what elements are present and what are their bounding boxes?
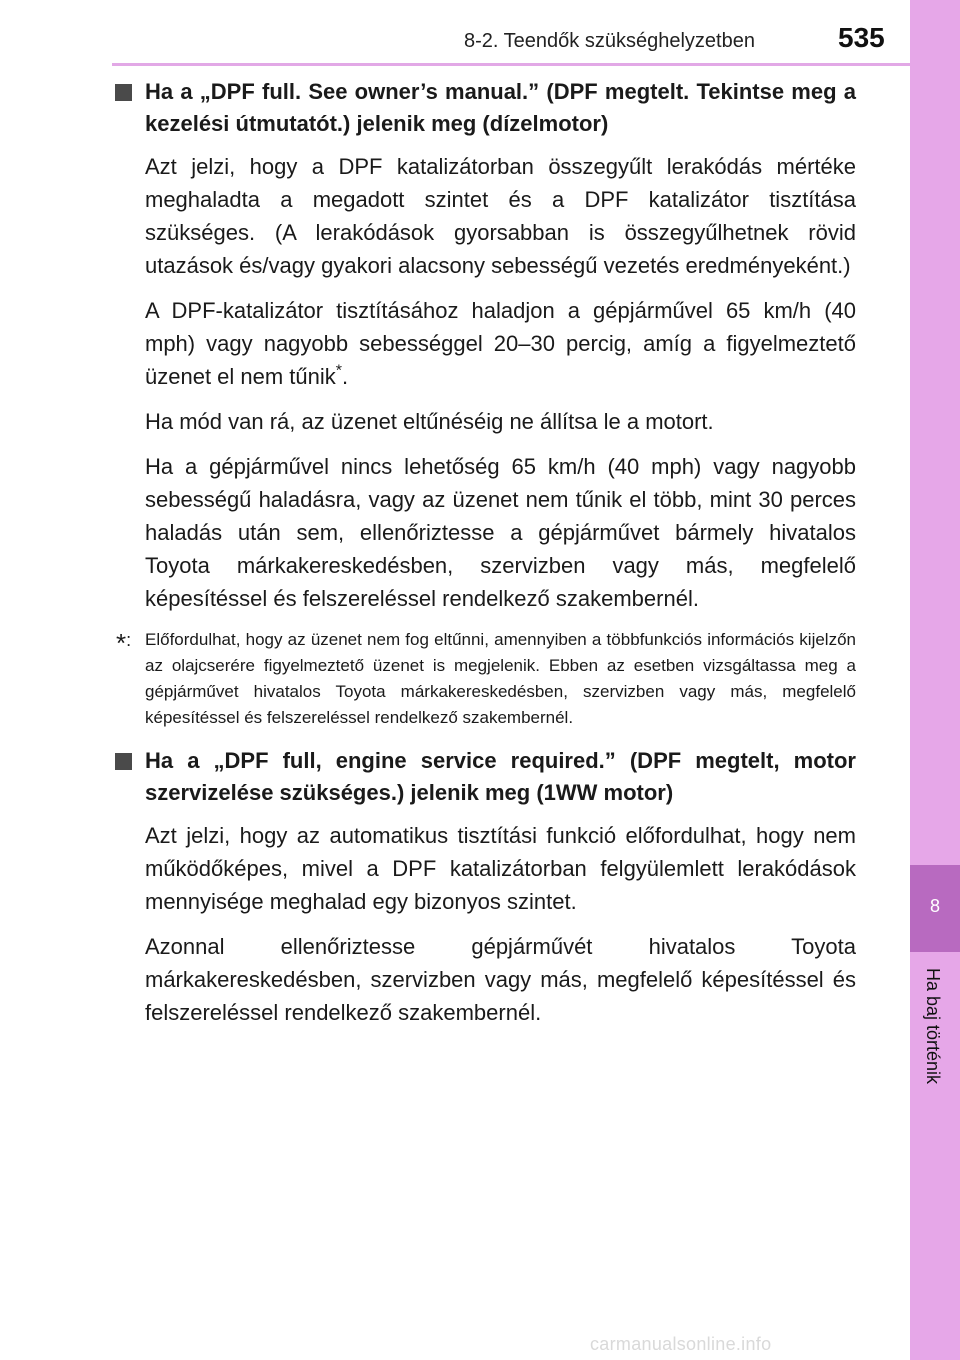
section-heading-1-text: Ha a „DPF full. See owner’s manual.” (DPF megtelt. Tekintse meg a kezelési útmutatót.) jelenik meg (dízelmotor) (145, 79, 856, 136)
watermark: carmanualsonline.info (590, 1334, 772, 1354)
square-bullet-icon (115, 84, 132, 101)
paragraph: Azt jelzi, hogy az automatikus tisztítási funkció előfordulhat, hogy nem működőképes, mivel a DPF katalizátorban felgyülemlett lerakódások mennyisége meghalad egy bizonyos szintet. (145, 823, 856, 914)
paragraph-end: . (342, 364, 349, 389)
header-rule (112, 63, 910, 66)
paragraph: Ha a gépjárművel nincs lehetőség 65 km/h (40 mph) vagy nagyobb sebességű haladásra, vagy az üzenet nem tűnik el több, mint 30 perces haladás után sem, ellenőriztesse a gépjárművet bármely hivatalos Toyota márkakereskedésben, szervizben vagy más, megfelelő képesítéssel és felszereléssel rendelkező szakembernél. (145, 454, 856, 611)
chapter-number: 8 (929, 896, 940, 916)
square-bullet-icon (115, 753, 132, 770)
paragraph-with-footnote-ref (112, 294, 856, 393)
paragraph: Azonnal ellenőriztesse gépjárművét hivatalos Toyota márkakereskedésben, szervizben vagy más, megfelelő képesítéssel és felszereléssel rendelkező szakembernél. (145, 934, 856, 1025)
footnote-marker: *: (116, 628, 132, 658)
section-heading-2-text: Ha a „DPF full, engine service required.” (DPF megtelt, motor szervizelése szükséges.) jelenik meg (1WW motor) (145, 748, 856, 805)
paragraph-text: A DPF-katalizátor tisztításához haladjon a gépjárművel 65 km/h (40 mph) vagy nagyobb sebességgel 20–30 percig, amíg a figyelmeztető üzenet el nem tűnik (145, 298, 856, 389)
paragraph: Ha mód van rá, az üzenet eltűnéséig ne állítsa le a motort. (145, 409, 714, 434)
section-heading-2 (112, 745, 856, 809)
side-tab (910, 0, 960, 1360)
footnote-text: Előfordulhat, hogy az üzenet nem fog eltűnni, amennyiben a többfunkciós információs kijelzőn az olajcserére figyelmeztető üzenet is megjelenik. Ebben az esetben vizsgáltassa meg a gépjárművet hivatalos Toyota márkakereskedésben, szervizben vagy más, megfelelő képesítéssel és felszereléssel rendelkező szakembernél. (145, 630, 856, 727)
page-number: 535 (838, 22, 885, 53)
footnote-reference: * (335, 362, 343, 380)
page-content (112, 76, 856, 1041)
header-title: 8-2. Teendők szükséghelyzetben (464, 30, 755, 52)
paragraph: Azt jelzi, hogy a DPF katalizátorban összegyűlt lerakódás mértéke meghaladta a megadott szintet és a DPF katalizátor tisztítása szükséges. (A lerakódások gyorsabban is összegyűlhetnek rövid utazások és/vagy gyakori alacsony sebességű vezetés eredményeként.) (145, 154, 856, 278)
footnote (112, 627, 856, 731)
chapter-label: Ha baj történik (923, 968, 943, 1085)
section-heading-1 (112, 76, 856, 140)
